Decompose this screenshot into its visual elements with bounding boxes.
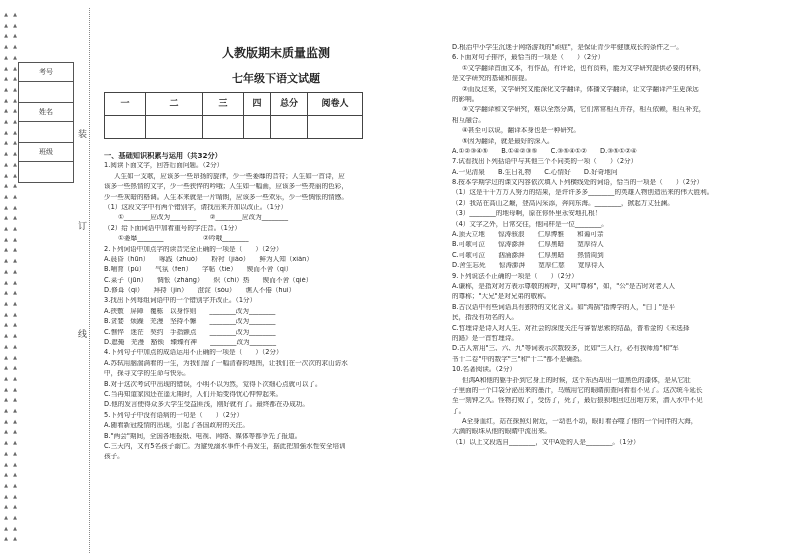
option-line: D.根治中小学生沉迷于网络游戏的"顽症"，是保证青少年健康成长的条件之一。 [452,44,683,51]
passage-line: ②而反过来，文学研究又能深化文学翻译，体播文学翻译，让文学翻译产生更深远 [462,85,699,93]
score-cell[interactable] [271,116,308,139]
name-field[interactable] [19,122,74,143]
passage-line: 是文学研究的基础和前提。 [452,75,532,83]
passage-line: 人生如一支歌，应该多一些昂扬的旋律，少一些萎靡的音符；人生如一首诗，应 [114,172,345,180]
option-line: A.随着新冠疫情的出现，引起了各国政府的关注。 [104,422,249,430]
score-cell[interactable] [105,116,146,139]
question-line: 8.按本学期学过的课文内容依次填入下列横线处的词语，恰当的一项是（ ）（2分） [452,179,704,187]
binding-margin [0,0,95,560]
option-line: A.①②③④⑤ B.①④②③⑤ C.③⑤④①② D.③⑤①②④ [452,147,637,155]
binding-line [89,8,90,553]
score-col-3: 三 [203,93,244,116]
right-question-text [452,44,788,449]
passage-line: 但鸿A和他的躯手扑到它身上的时候，这个东西却出一道黑色的漆体，是从它肚 [462,376,691,384]
question-line: 6.下面对句子排序，最恰当的一项是（ ）（2分） [452,54,605,62]
option-line: A.苏轼用脑湍满着的一生，为我们留了一幅清春的地图，让我们在一次次的求山访水 [104,359,348,367]
answer-line: ①________应改为________ ②________应改为________ [118,214,289,222]
passage-line: 了。 [452,407,466,415]
option-line: 孩子。 [104,453,124,461]
passage-line: 相互融合。 [452,116,485,124]
exam-number-field[interactable] [19,82,74,103]
bind-char-xian: 线 [78,330,88,340]
option-line: 中，探寻文学的生命与快乐。 [104,370,190,378]
option-line: B.哺育（pǔ） 气氛（fēn） 字帖（tiē） 锲而不舍（qì） [104,266,293,274]
student-info-table [18,62,74,183]
question-line: （1）这段文字中有两个错别字，请找出来并加以改正。（1分） [104,203,288,211]
option-line: A.一见清泉 B.生日礼物 C.心情好 D.好奇地问 [452,168,618,176]
passage-line: ①文学翻译首面文本，有作品，有评论，也有资料，能为文学研究提供必要的材料， [462,64,706,72]
sub-question-line: （2）我站在高山之巅，登高闪采添，奔向东海。________，掀起万丈狂澜。 [452,199,674,207]
sub-question-line: （3）________的地母啊，原在你怀里永安地扎根！ [452,210,602,218]
score-cell[interactable] [308,116,363,139]
question-line: 10.名著阅读。（2分） [452,366,517,374]
option-line: B.对于这次考试中出现的错误，小明不以为然，觉得下次细心点就可以了。 [104,380,322,388]
option-line: 的尊称；"大兄"是对兄弟的敬称。 [452,293,551,301]
option-line: B.贪婪 烦躁 芜漫 坚持不懈 ________改为________ [104,318,276,326]
question-line: 9.下列说法不正确的一项是（ ）（2分） [452,272,578,280]
passage-line: 该多一些热情的文字，少一些狭悴的吟哦；人生如一幅画，应该多一些亮丽的色彩， [104,183,348,191]
option-line: D.修葺（qì） 拜持（jìn） 澄淀（sòu） 谯人不倦（huì） [104,287,296,295]
option-line: B.可歌可泣 惊涛澎湃 仁厚黑暗 宽厚待人 [452,241,604,249]
score-cell[interactable] [203,116,244,139]
dotted-border-right: ▲ ▲ ▲ ▲ ▲ ▲ ▲ ▲ ▲ ▲ ▲ ▲ ▲ ▲ ▲ ▲ ▲ ▲ ▲ ▲ ▲ ▲ ▲ ▲ ▲ ▲ ▲ ▲ ▲ ▲ ▲ ▲ ▲ ▲ ▲ ▲ ▲ ▲ ▲ ▲ ▲ ▲ ▲ ▲ ▲ ▲ ▲ ▲ ▲ ▲ [13,12,17,543]
option-line: C.憔悴 迷茫 契约 手指颤点 ________改为________ [104,328,276,336]
option-line: D.他的发言使得众多大学生受益匪浅，刚好就有了。最终都在办成功。 [104,401,309,409]
option-line: C.可歌可泣 汹涌澎湃 仁厚黑暗 热情周到 [452,251,604,259]
passage-line: ③文学翻译和文学研究，难以全然分离，它们常常相互并存，相互依赖，相互补充， [462,106,706,114]
name-label: 姓名 [19,103,74,122]
option-line: A.顶天立地 惊涛骇浪 仁厚博雅 和蔼可亲 [452,231,604,239]
answer-line: ①萎靡________ ②吟哦________ [118,235,249,243]
question-line: 7.试看找出下列括语中与其他三个不同类的一项（ ）（2分） [452,158,638,166]
passage-line: ④甚至可以说，翻译本身也是一种研究。 [462,127,581,135]
passage-line: A全身血红，站在探照灯附近，一动也不动，眼盯着吞噬了他的一个同伴的大海， [462,418,698,426]
exam-title: 人教版期末质量监测 [221,46,330,60]
passage-line: 大滴的眼珠从他的眼睛中流出来。 [452,428,551,436]
passage-line: 少一些灰暗的格调。人生本来就是一片晴朗，应该多一些欢乐，少一些惆怅的情感。 [104,193,348,201]
section-heading: 一、基础知识积累与运用（共32分） [104,152,222,160]
question-line: （2）给下面词语中加着重号的字注音。（1分） [104,224,241,232]
score-col-grader: 阅卷人 [308,93,363,116]
option-line: D.遮掩 芜漫 豁锁 臻臻有神 ________改为________ [104,339,277,347]
passage-line: 至一刻钟之久。怪物打败了，受伤了，死了，最后狼狈地回过出地方来，潜入水中不见 [452,397,703,405]
option-line: C.三天内，又有5名孩子溺亡。为避免溺水事件不再发生，据此把加强水性安全培训 [104,442,346,450]
question-line: 5.下列句子中没有语病的一句是（ ）（2分） [104,411,244,419]
class-field[interactable] [19,162,74,183]
score-col-2: 二 [146,93,203,116]
score-cell[interactable] [146,116,203,139]
option-line: A.谦称，是指对对方表示尊敬的称呼，又叫"尊称"，如，"公"是古时对老人人 [452,282,676,290]
class-label: 班级 [19,143,74,162]
score-table [104,92,363,139]
exam-subtitle: 七年级下语文试题 [232,72,320,85]
passage-line: ⑤因为翻译，就是最好的深入。 [462,137,554,145]
passage-line: 的影响。 [452,95,479,103]
score-col-total: 总分 [271,93,308,116]
question-line: 2.下列词语中加点字的读音完全正确的一项是（ ）（2分） [104,245,283,253]
option-line: A.晨昏（hūn） 啄践（zhuó） 粉衬（jiǎo） 鲜为人知（xiǎn） [104,255,313,263]
question-line: 4.下列句子中加点的成语运用不正确的一项是（ ）（2分） [104,349,283,357]
sub-question-line: （1）这是千千万万人努力的结果，是许许多多________的英雄人物创造出来的伟大胜利。 [452,189,714,197]
option-line: B."两会"期间，全国各地报纸、电视、网络、媒体等都争先了报道。 [104,432,302,440]
option-line: 的路》是一首哲理诗。 [452,334,518,342]
bind-char-ding: 订 [78,222,88,232]
bind-char-zhuang: 装 [78,130,88,140]
score-col-1: 一 [105,93,146,116]
sub-question-line: （1）以上文段选自________，文中A处的人是________。（1分） [452,438,640,446]
option-line: C.菜子（jūn） 惆怅（zhàng） 炽（chì）热 锲而不舍（qiè） [104,276,313,284]
dotted-border-left: ▲ ▲ ▲ ▲ ▲ ▲ ▲ ▲ ▲ ▲ ▲ ▲ ▲ ▲ ▲ ▲ ▲ ▲ ▲ ▲ ▲ ▲ ▲ ▲ ▲ ▲ ▲ ▲ ▲ ▲ ▲ ▲ ▲ ▲ ▲ ▲ ▲ ▲ ▲ ▲ ▲ ▲ ▲ ▲ ▲ ▲ ▲ ▲ ▲ ▲ [4,12,8,543]
option-line: B.古汉语中有些词语具有独特的文化含义。如"鸿鹄"指博学的人，"白丁"是平 [452,303,676,311]
option-line: D.古人常用"三、六、九"等词表示次数较多，比如"三人行，必有我师焉"和"军 [452,345,679,353]
sub-question-line: （4）文字之外，日常交往，他同样是一位________。 [452,220,608,228]
option-line: C.哲理诗是诗人对人生、对社会的深度关注与睿智思索的结晶，普希金的《未选择 [452,324,690,332]
question-line: 3.找出下列每组词语中的一个错别字并改正。（1分） [104,297,257,305]
question-line: 1.阅读下面文字，回答后面问题。（2分） [104,162,224,170]
option-line: 民，指没有功名的人。 [452,314,518,322]
option-line: C.当再知道家园还在遥无期时，人们开始变得忧心忡忡起来。 [104,390,283,398]
score-cell[interactable] [244,116,271,139]
passage-line: 子里面的一个口袋分泌出来的墨汁，乌贼用它的眼睛前查问着看不见了。这次统斗延长 [452,386,703,394]
option-line: D.舍生忘死 惊涛澎湃 宽厚仁慈 宽厚待人 [452,262,605,270]
option-line: A.挟敷 屏障 覆栋 以身作则 ________改为________ [104,307,276,315]
left-question-text [104,152,441,464]
score-col-4: 四 [244,93,271,116]
option-line: 书十二卷"中的数字"三"和"十二"都不是确指。 [452,355,586,363]
exam-number-label: 考号 [19,63,74,82]
